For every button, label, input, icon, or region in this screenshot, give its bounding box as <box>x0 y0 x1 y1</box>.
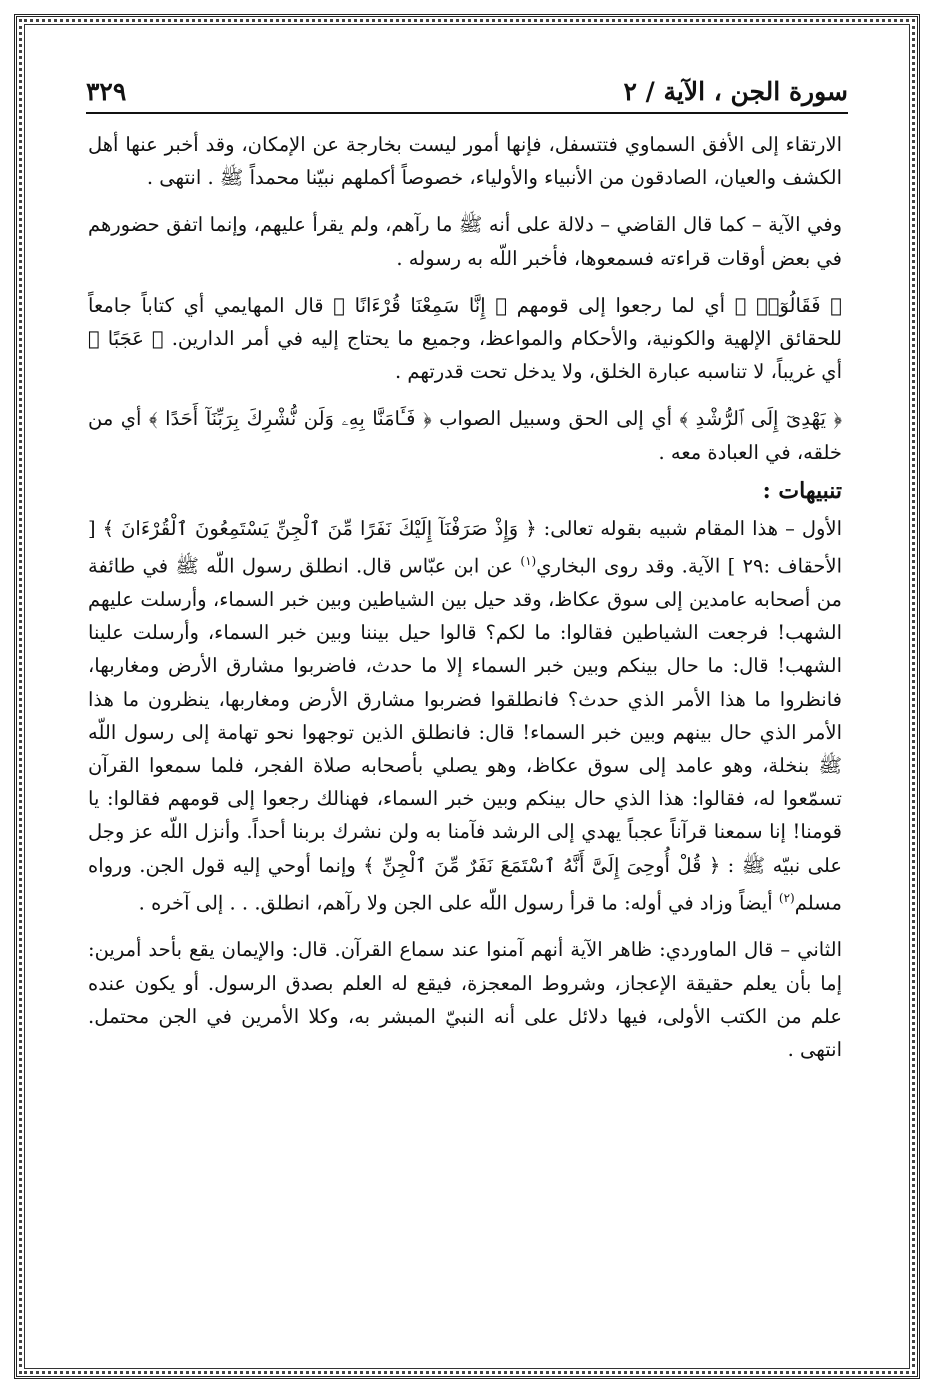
page-body <box>88 128 842 1080</box>
running-header <box>86 66 848 114</box>
note-first-text-b: عن ابن عبّاس قال. انطلق رسول اللّه ﷺ في طائفة من أصحابه عامدين إلى سوق عكاظ، وقد حيل بين الشياطين وبين خبر السماء، وأرسلت عليهم الشهب! فرجعت الشياطين فقالوا: ما لكم؟ قالوا حيل بيننا وبين خبر السماء، وأرسلت علينا الشهب! قال: ما حال بينكم وبين خبر السماء إلا ما حدث، فاضربوا مشارق الأرض ومغاربها، فانظروا ما هذا الأمر الذي حدث؟ فانطلقوا فضربوا مشارق الأرض ومغاربها، ينظرون ما هذا الأمر الذي حال بينهم وبين خبر السماء! قال: فانطلق الذين توجهوا نحو تهامة إلى رسول اللّه ﷺ بنخلة، وهو عامد إلى سوق عكاظ، وهو يصلي بأصحابه صلاة الفجر، فلما سمعوا القرآن تسمّعوا له، فقالوا: هذا الذي حال بينكم وبين خبر السماء، فهنالك رجعوا إلى قومهم فقالوا: يا قومنا! إنا سمعنا قرآناً عجباً يهدي إلى الرشد فآمنا به ولن نشرك بربنا أحداً. وأنزل اللّه عز وجل على نبيّه ﷺ : ﴿ قُلْ أُوحِىَ إِلَىَّ أَنَّهُ ٱسْتَمَعَ نَفَرٌ مِّنَ ٱلْجِنِّ ﴾ وإنما أوحي إليه قول الجن. ورواه مسلم <box>88 554 842 915</box>
header-title: سورة الجن ، الآية / ٢ <box>623 77 848 106</box>
footnote-marker-1: (١) <box>520 554 537 569</box>
paragraph-3: ﴿ فَقَالُوٓا۟ ﴾ أي لما رجعوا إلى قومهم ﴿ إِنَّا سَمِعْنَا قُرْءَانًا ﴾ قال المهايمي أي كتاباً جامعاً للحقائق الإلهية والكونية، والأحكام والمواعظ، وجميع ما يحتاج إليه في أمر الدارين. ﴿ عَجَبًا ﴾ أي غريباً، لا تناسبه عبارة الخلق، ولا يدخل تحت قدرتهم . <box>88 293 842 384</box>
note-first-text-c: أيضاً وزاد في أوله: ما قرأ رسول اللّه على الجن ولا رآهم، انطلق. . . إلى آخره . <box>138 891 779 915</box>
note-first-text-a: الأول – هذا المقام شبيه بقوله تعالى: ﴿ وَإِذْ صَرَفْنَآ إِلَيْكَ نَفَرًا مِّنَ ٱلْجِنِّ يَسْتَمِعُونَ ٱلْقُرْءَانَ ﴾ [ الأحقاف :٢٩ ] الآية. وقد روى البخاري <box>88 517 842 578</box>
footnote-marker-2: (٢) <box>778 890 795 905</box>
paragraph-1: الارتقاء إلى الأفق السماوي فتتسفل، فإنها أمور ليست بخارجة عن الإمكان، وقد أخبر عنها أهل الكشف والعيان، الصادقون من الأنبياء والأولياء، خصوصاً أكملهم نبيّنا محمداً ﷺ . انتهى . <box>88 133 842 190</box>
page-number: ٣٢٩ <box>86 77 127 106</box>
note-first <box>88 512 842 919</box>
section-heading: تنبيهات : <box>762 477 842 504</box>
note-second: الثاني – قال الماوردي: ظاهر الآية أنهم آمنوا عند سماع القرآن. قال: والإيمان يقع بأحد أمرين: إما بأن يعلم حقيقة الإعجاز، وشروط المعجزة، فيقع له العلم بصدق الرسول. أو يكون عنده علم من الكتب الأولى، فيها دلائل على أنه النبيّ المبشر به، وكلا الأمرين في الجن محتمل. انتهى . <box>88 938 842 1062</box>
paragraph-2: وفي الآية – كما قال القاضي – دلالة على أنه ﷺ ما رآهم، ولم يقرأ عليهم، وإنما اتفق حضورهم في بعض أوقات قراءته فسمعوها، فأخبر اللّه به رسوله . <box>88 213 842 270</box>
paragraph-4: ﴿ يَهْدِىٓ إِلَى ٱلرُّشْدِ ﴾ أي إلى الحق وسبيل الصواب ﴿ فَـَٔامَنَّا بِهِۦ وَلَن نُّشْرِكَ بِرَبِّنَآ أَحَدًا ﴾ أي من خلقه، في العبادة معه . <box>88 407 842 464</box>
